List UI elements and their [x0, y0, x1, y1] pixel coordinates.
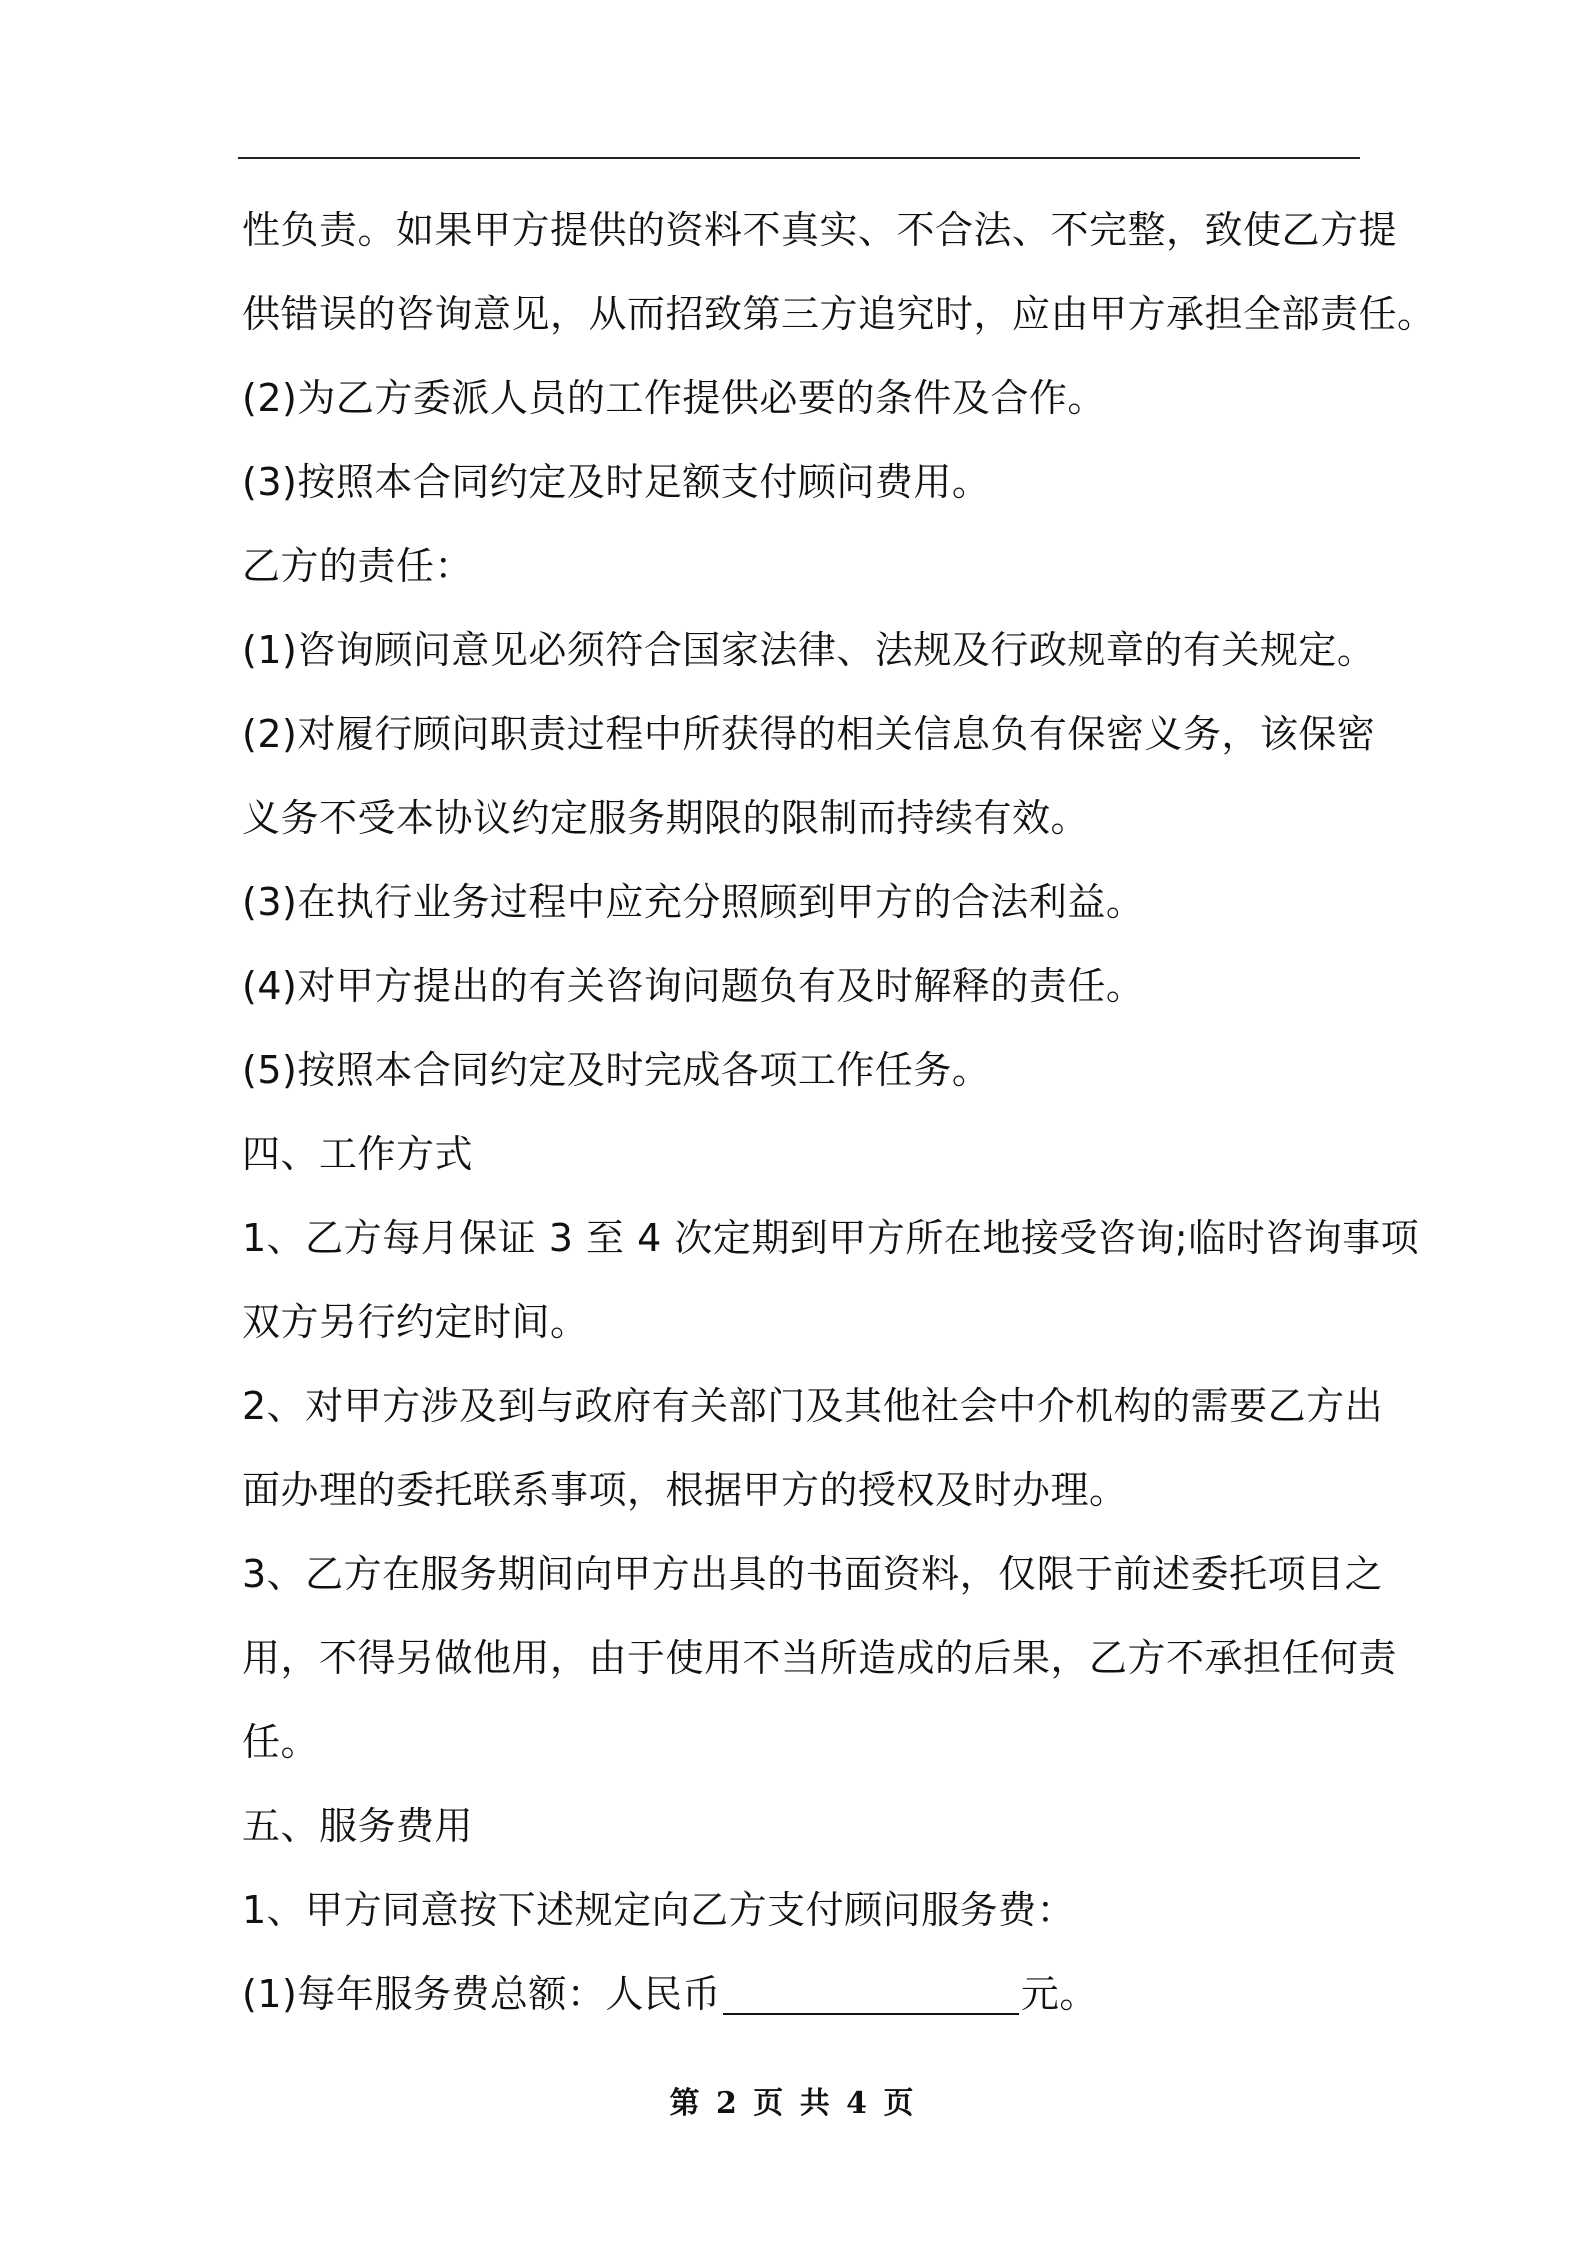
page-number-footer: 第 2 页 共 4 页 — [669, 2086, 917, 2121]
text-line: 性负责。如果甲方提供的资料不真实、不合法、不完整，致使乙方提 — [242, 208, 1398, 252]
text-line: (5)按照本合同约定及时完成各项工作任务。 — [242, 1048, 991, 1092]
fee-amount-prefix: (1)每年服务费总额：人民币 — [242, 1972, 721, 2016]
fee-amount-suffix: 元。 — [1020, 1972, 1098, 2016]
text-line: (2)为乙方委派人员的工作提供必要的条件及合作。 — [242, 376, 1106, 420]
text-line: 1、甲方同意按下述规定向乙方支付顾问服务费： — [242, 1888, 1076, 1932]
text-line: (4)对甲方提出的有关咨询问题负有及时解释的责任。 — [242, 964, 1145, 1008]
text-line: 2、对甲方涉及到与政府有关部门及其他社会中介机构的需要乙方出 — [242, 1384, 1384, 1428]
text-line: 面办理的委托联系事项，根据甲方的授权及时办理。 — [242, 1468, 1128, 1512]
header-rule — [238, 157, 1360, 159]
text-line: 供错误的咨询意见，从而招致第三方追究时，应由甲方承担全部责任。 — [242, 292, 1436, 336]
section-heading-service-fee: 五、服务费用 — [242, 1804, 474, 1848]
text-line: (2)对履行顾问职责过程中所获得的相关信息负有保密义务，该保密 — [242, 712, 1376, 756]
text-line: 双方另行约定时间。 — [242, 1300, 589, 1344]
text-line: 义务不受本协议约定服务期限的限制而持续有效。 — [242, 796, 1090, 840]
section-heading-work-method: 四、工作方式 — [242, 1132, 474, 1176]
text-line: (1)咨询顾问意见必须符合国家法律、法规及行政规章的有关规定。 — [242, 628, 1376, 672]
fee-amount-line — [242, 1952, 1362, 2036]
fee-amount-blank — [723, 1973, 1019, 2015]
text-line: (3)按照本合同约定及时足额支付顾问费用。 — [242, 460, 991, 504]
body-text — [242, 188, 1436, 2036]
section-heading-party-b-duties: 乙方的责任： — [242, 544, 474, 588]
text-line: 1、乙方每月保证 3 至 4 次定期到甲方所在地接受咨询;临时咨询事项 — [242, 1216, 1420, 1260]
text-line: 3、乙方在服务期间向甲方出具的书面资料，仅限于前述委托项目之 — [242, 1552, 1384, 1596]
text-line: 用，不得另做他用，由于使用不当所造成的后果，乙方不承担任何责 — [242, 1636, 1398, 1680]
text-line: 任。 — [242, 1720, 320, 1764]
text-line: (3)在执行业务过程中应充分照顾到甲方的合法利益。 — [242, 880, 1145, 924]
